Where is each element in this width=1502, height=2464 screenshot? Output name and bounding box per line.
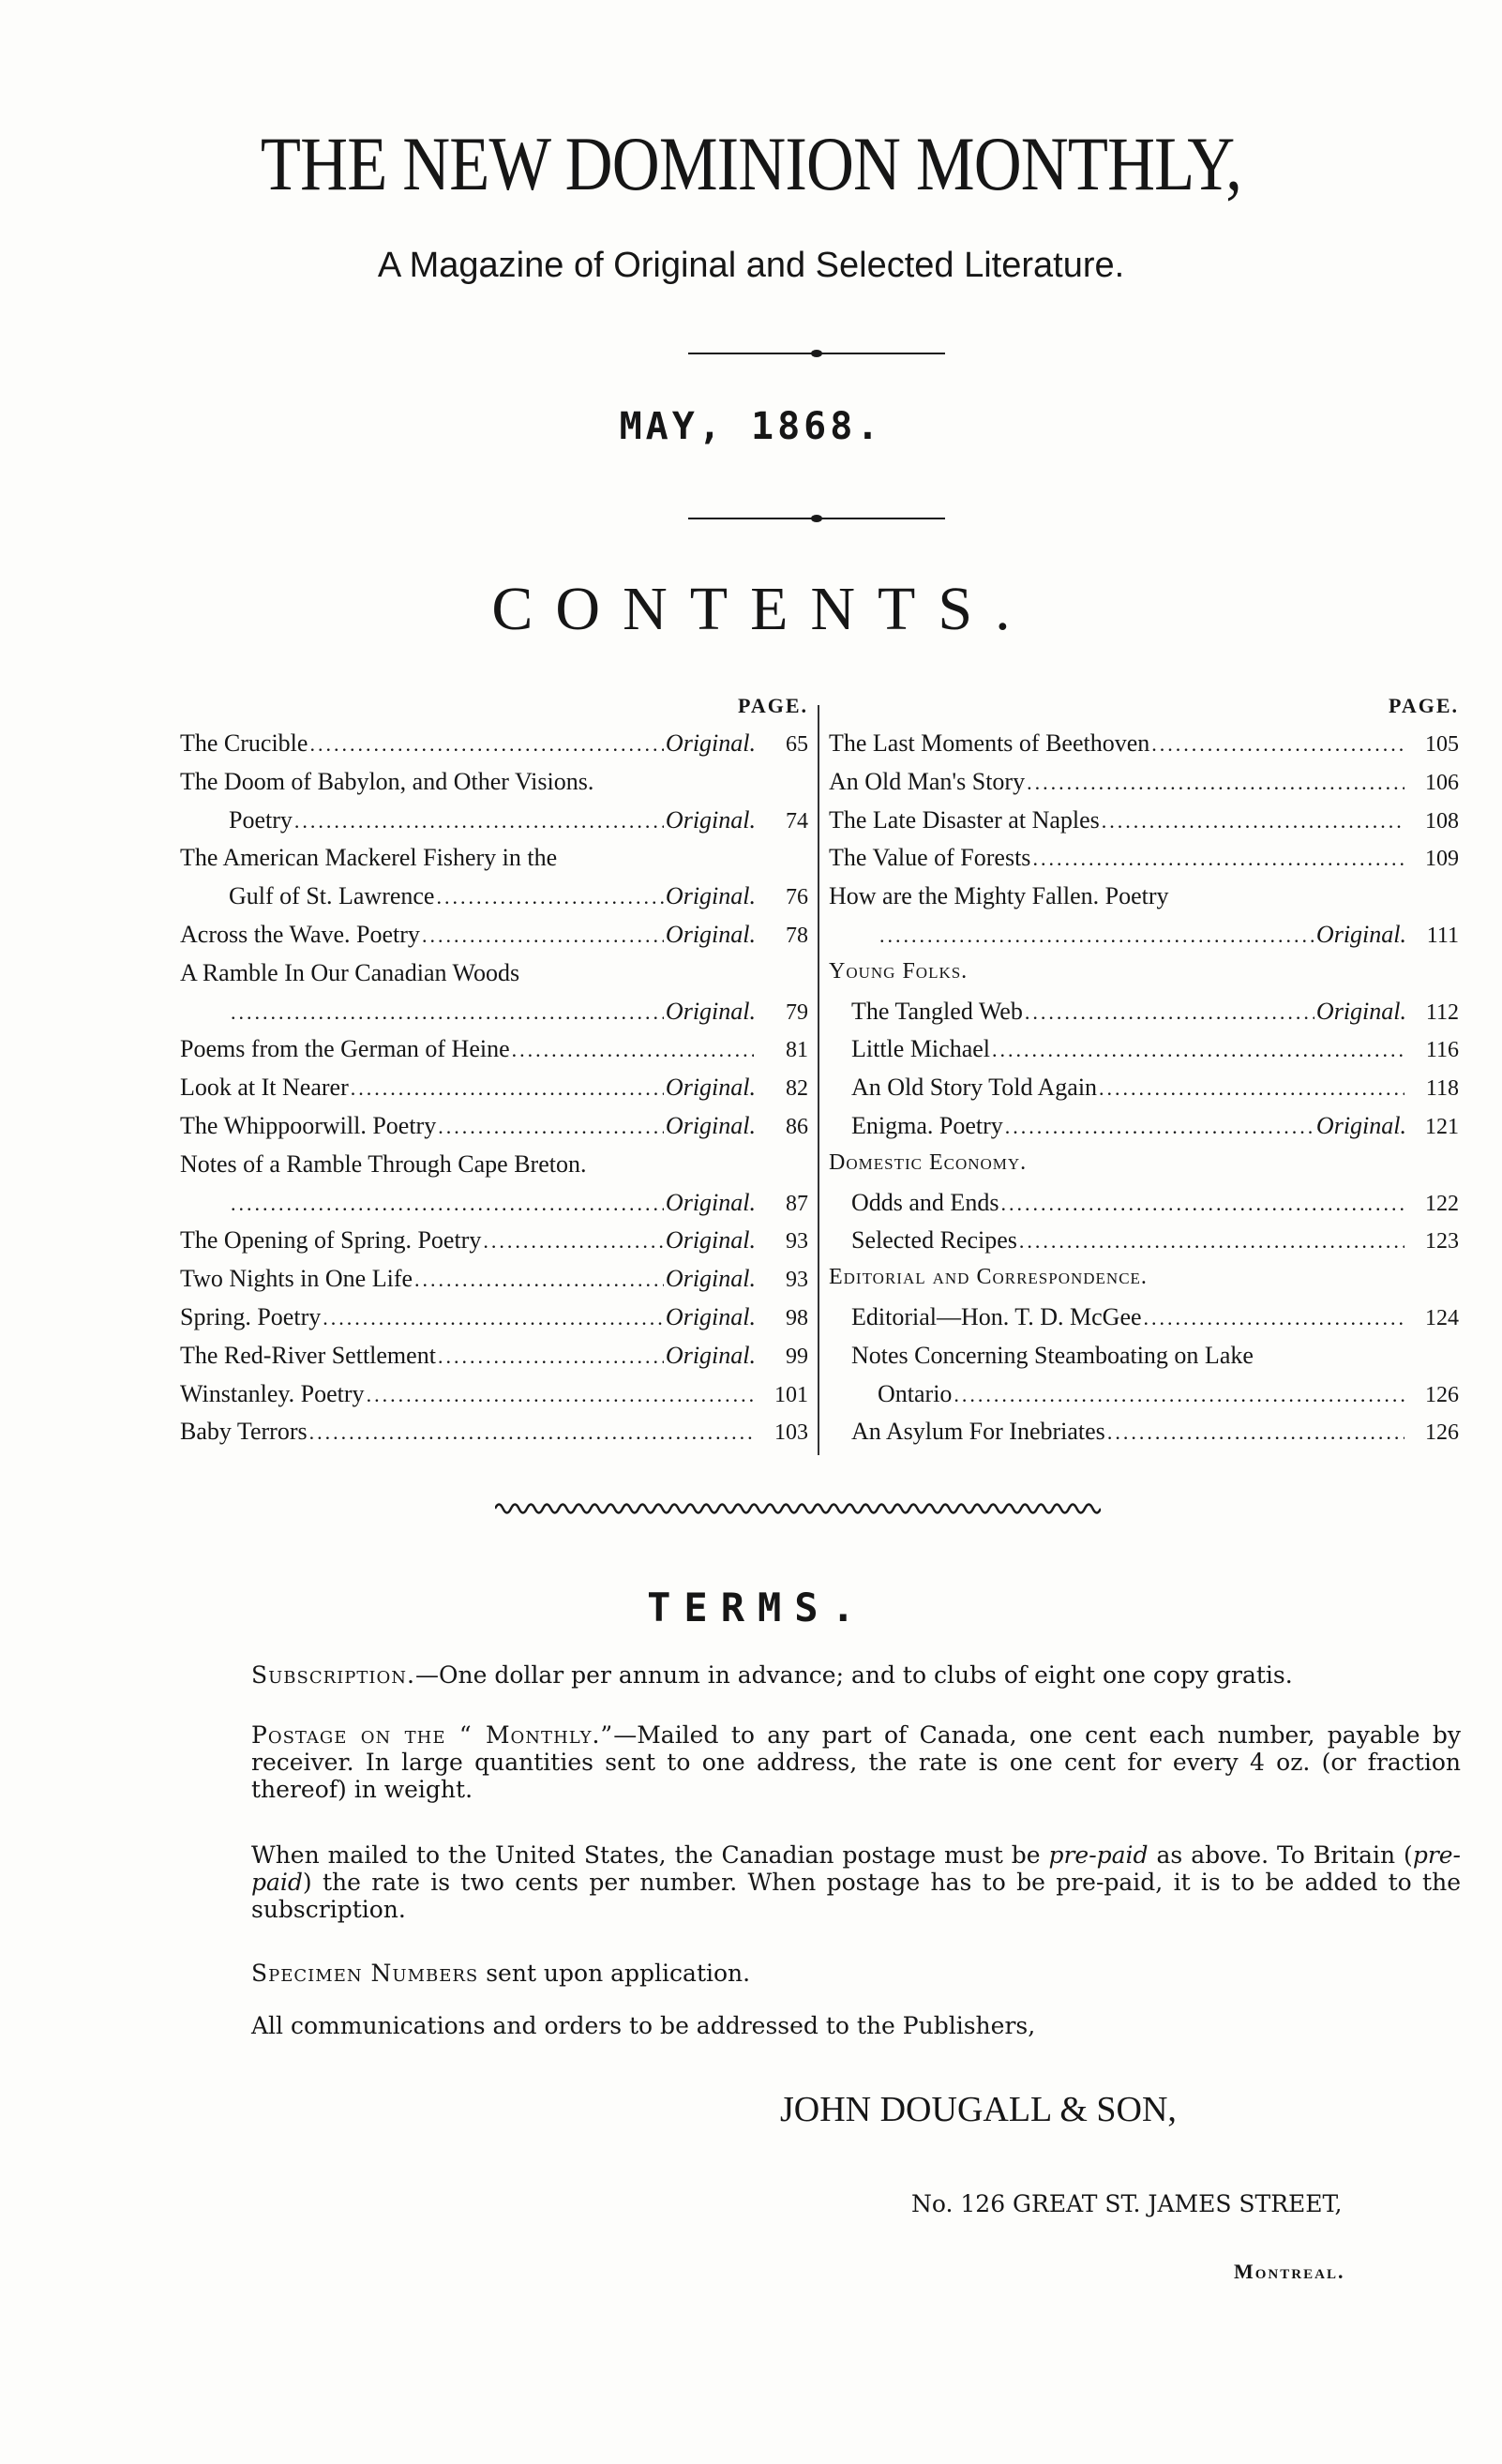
subscription-paragraph bbox=[251, 1661, 1461, 1689]
contents-row bbox=[180, 1112, 808, 1150]
publisher-address: No. 126 GREAT ST. JAMES STREET, bbox=[911, 2190, 1343, 2217]
contents-entry-page: 109 bbox=[1425, 847, 1459, 872]
dot-leader bbox=[1027, 768, 1404, 796]
contents-entry-title: A Ramble In Our Canadian Woods bbox=[180, 958, 520, 986]
contents-entry-title: An Old Story Told Again bbox=[851, 1074, 1098, 1102]
contents-row bbox=[180, 1226, 808, 1265]
postage-text: —Mailed to any part of Canada, one cent each number, payable by receiver. In large quantities sent to one address, the rate is one cent for every 4 oz. (or fraction thereof) in weight. bbox=[251, 1721, 1461, 1803]
contents-entry-title: Enigma. Poetry bbox=[851, 1111, 1003, 1139]
issue-date: MAY, 1868. bbox=[619, 405, 883, 448]
postage-label: Postage on the “ Monthly.” bbox=[251, 1721, 614, 1749]
contents-entry-source: Original. bbox=[665, 805, 756, 834]
contents-row bbox=[180, 729, 808, 768]
contents-entry-page: 79 bbox=[786, 999, 808, 1025]
contents-entry-source: Original. bbox=[665, 882, 756, 910]
contents-entry-title: Domestic Economy. bbox=[829, 1149, 1028, 1175]
contents-entry-title: Look at It Nearer bbox=[180, 1074, 349, 1102]
contents-entry-title: Editorial and Correspondence. bbox=[829, 1265, 1148, 1290]
contents-entry-title: The Late Disaster at Naples bbox=[829, 805, 1100, 834]
contents-entry-title: Two Nights in One Life bbox=[180, 1265, 413, 1293]
publisher-city: Montreal. bbox=[1234, 2260, 1345, 2283]
dot-leader bbox=[309, 1418, 754, 1446]
us-text-2: as above. To Britain ( bbox=[1148, 1841, 1413, 1869]
contents-entry-title: The Doom of Babylon, and Other Visions. bbox=[180, 767, 594, 795]
contents-entry-page: 122 bbox=[1425, 1191, 1459, 1216]
contents-heading: CONTENTS. bbox=[491, 575, 1033, 643]
contents-entry-title: The Whippoorwill. Poetry bbox=[180, 1111, 437, 1139]
dot-leader bbox=[1019, 1226, 1404, 1255]
contents-entry-title: The American Mackerel Fishery in the bbox=[180, 844, 558, 872]
contents-row bbox=[829, 959, 1459, 998]
contents-entry-source: Original. bbox=[665, 729, 756, 757]
dot-leader bbox=[367, 1380, 754, 1408]
contents-row bbox=[180, 806, 808, 845]
contents-entry-page: 81 bbox=[786, 1038, 808, 1063]
dot-leader bbox=[954, 1380, 1404, 1408]
column-divider bbox=[818, 705, 819, 1455]
contents-row bbox=[829, 1150, 1459, 1189]
contents-entry-page: 126 bbox=[1425, 1420, 1459, 1446]
dot-leader bbox=[231, 1189, 664, 1217]
dot-leader bbox=[1144, 1303, 1404, 1331]
specimen-paragraph bbox=[251, 1960, 1461, 1987]
contents-entry-source: Original. bbox=[665, 920, 756, 948]
contents-row bbox=[829, 921, 1459, 959]
contents-entry-page: 112 bbox=[1425, 999, 1459, 1025]
contents-entry-page: 108 bbox=[1425, 808, 1459, 834]
dot-leader bbox=[231, 998, 664, 1026]
subscription-label: Subscription. bbox=[251, 1661, 415, 1689]
contents-entry-page: 65 bbox=[786, 732, 808, 757]
dot-leader bbox=[1102, 806, 1404, 834]
contents-entry-title: An Old Man's Story bbox=[829, 767, 1026, 795]
dot-leader bbox=[1099, 1074, 1404, 1102]
contents-row bbox=[829, 1074, 1459, 1112]
contents-row bbox=[180, 921, 808, 959]
contents-row bbox=[829, 1112, 1459, 1150]
contents-row bbox=[829, 806, 1459, 845]
dot-leader bbox=[879, 921, 1314, 949]
contents-row bbox=[829, 1035, 1459, 1074]
contents-entry-title: Winstanley. Poetry bbox=[180, 1379, 365, 1407]
contents-entry-page: 93 bbox=[786, 1268, 808, 1293]
contents-row bbox=[829, 1418, 1459, 1456]
dot-leader bbox=[1000, 1189, 1404, 1217]
contents-entry-title: Poetry bbox=[229, 805, 293, 834]
contents-row bbox=[180, 1074, 808, 1112]
dot-leader bbox=[294, 806, 664, 834]
contents-row bbox=[180, 1265, 808, 1303]
contents-row bbox=[180, 1035, 808, 1074]
contents-row bbox=[180, 959, 808, 998]
dot-leader bbox=[992, 1035, 1404, 1063]
dot-leader bbox=[1005, 1112, 1314, 1140]
contents-row bbox=[829, 844, 1459, 882]
contents-row bbox=[829, 1189, 1459, 1227]
contents-entry-title: Spring. Poetry bbox=[180, 1302, 322, 1330]
us-text-3: ) the rate is two cents per number. When postage has to be pre-paid, it is to be added to the subscription. bbox=[251, 1869, 1461, 1923]
contents-entry-title: Notes Concerning Steamboating on Lake bbox=[851, 1341, 1254, 1369]
ornament-rule-dot bbox=[811, 350, 822, 357]
contents-row bbox=[829, 998, 1459, 1036]
magazine-title: THE NEW DOMINION MONTHLY, bbox=[260, 121, 1242, 206]
postage-paragraph bbox=[251, 1721, 1461, 1803]
contents-entry-page: 86 bbox=[786, 1114, 808, 1139]
united-states-paragraph bbox=[251, 1841, 1461, 1923]
contents-row bbox=[829, 1226, 1459, 1265]
contents-entry-page: 103 bbox=[774, 1420, 808, 1446]
contents-row bbox=[180, 768, 808, 806]
contents-entry-source: Original. bbox=[665, 997, 756, 1025]
contents-entry-title: Across the Wave. Poetry bbox=[180, 920, 420, 948]
contents-left-column bbox=[180, 692, 808, 1456]
communications-paragraph bbox=[251, 2012, 1461, 2039]
dot-leader bbox=[436, 882, 663, 910]
dot-leader bbox=[1151, 729, 1404, 758]
contents-row bbox=[180, 844, 808, 882]
contents-entry-title: The Opening of Spring. Poetry bbox=[180, 1226, 482, 1255]
contents-entry-page: 111 bbox=[1426, 923, 1459, 948]
contents-entry-page: 87 bbox=[786, 1191, 808, 1216]
contents-entry-title: Young Folks. bbox=[829, 958, 969, 984]
specimen-text: sent upon application. bbox=[478, 1960, 751, 1987]
contents-entry-page: 118 bbox=[1425, 1076, 1459, 1102]
magazine-subtitle: A Magazine of Original and Selected Literature. bbox=[377, 246, 1125, 285]
contents-entry-page: 106 bbox=[1425, 770, 1459, 795]
page-column-label: PAGE. bbox=[1389, 694, 1459, 717]
us-prepaid-1: pre-paid bbox=[1048, 1841, 1149, 1869]
ornament-rule-dot bbox=[811, 515, 822, 522]
contents-entry-title: Baby Terrors bbox=[180, 1418, 308, 1446]
subscription-text: —One dollar per annum in advance; and to clubs of eight one copy gratis. bbox=[414, 1661, 1293, 1689]
communications-text: All communications and orders to be addressed to the Publishers, bbox=[251, 2012, 1036, 2039]
contents-row bbox=[180, 1303, 808, 1342]
contents-entry-source: Original. bbox=[665, 1111, 756, 1139]
dot-leader bbox=[323, 1303, 664, 1331]
contents-entry-page: 93 bbox=[786, 1229, 808, 1255]
dot-leader bbox=[1107, 1418, 1404, 1446]
contents-entry-title: The Crucible bbox=[180, 729, 308, 757]
contents-entry-title: Selected Recipes bbox=[851, 1226, 1017, 1255]
contents-entry-source: Original. bbox=[665, 1188, 756, 1216]
contents-row bbox=[829, 1380, 1459, 1419]
contents-entry-title: Gulf of St. Lawrence bbox=[229, 882, 435, 910]
contents-entry-title: Poems from the German of Heine bbox=[180, 1035, 510, 1063]
contents-row bbox=[829, 768, 1459, 806]
dot-leader bbox=[438, 1342, 664, 1370]
contents-entry-page: 105 bbox=[1425, 732, 1459, 757]
specimen-label: Specimen Numbers bbox=[251, 1960, 479, 1987]
us-prepaid-2: pre-paid bbox=[251, 1841, 1462, 1896]
contents-entry-page: 76 bbox=[786, 885, 808, 910]
contents-entry-title: The Last Moments of Beethoven bbox=[829, 729, 1150, 757]
contents-entry-page: 99 bbox=[786, 1344, 808, 1369]
contents-entry-title: The Red-River Settlement bbox=[180, 1341, 436, 1369]
contents-row bbox=[829, 729, 1459, 768]
contents-entry-page: 82 bbox=[786, 1076, 808, 1102]
contents-entry-page: 121 bbox=[1425, 1114, 1459, 1139]
contents-entry-title: An Asylum For Inebriates bbox=[851, 1418, 1105, 1446]
contents-entry-page: 98 bbox=[786, 1305, 808, 1330]
dot-leader bbox=[422, 921, 664, 949]
contents-row bbox=[829, 1342, 1459, 1380]
dot-leader bbox=[483, 1226, 664, 1255]
contents-row bbox=[180, 882, 808, 921]
contents-row bbox=[829, 1265, 1459, 1303]
contents-row bbox=[180, 1189, 808, 1227]
contents-entry-page: 123 bbox=[1425, 1229, 1459, 1255]
contents-entry-source: Original. bbox=[665, 1226, 756, 1255]
contents-entry-title: Notes of a Ramble Through Cape Breton. bbox=[180, 1149, 587, 1178]
contents-right-column bbox=[829, 692, 1459, 1456]
dot-leader bbox=[351, 1074, 664, 1102]
contents-entry-title: How are the Mighty Fallen. Poetry bbox=[829, 882, 1169, 910]
contents-entry-source: Original. bbox=[665, 1302, 756, 1330]
contents-entry-title: The Value of Forests bbox=[829, 844, 1031, 872]
contents-row bbox=[180, 1380, 808, 1419]
contents-entry-title: Editorial—Hon. T. D. McGee bbox=[851, 1302, 1142, 1330]
contents-row bbox=[829, 882, 1459, 921]
page-column-label: PAGE. bbox=[738, 694, 808, 717]
contents-row bbox=[180, 998, 808, 1036]
contents-row bbox=[829, 1303, 1459, 1342]
dot-leader bbox=[1025, 998, 1314, 1026]
contents-entry-title: Ontario bbox=[878, 1379, 953, 1407]
dot-leader bbox=[309, 729, 663, 758]
contents-entry-source: Original. bbox=[1315, 997, 1406, 1025]
contents-entry-page: 101 bbox=[774, 1382, 808, 1407]
contents-entry-page: 126 bbox=[1425, 1382, 1459, 1407]
publisher-name: JOHN DOUGALL & SON, bbox=[780, 2090, 1177, 2129]
contents-row bbox=[180, 1342, 808, 1380]
contents-entry-title: Odds and Ends bbox=[851, 1188, 999, 1216]
dot-leader bbox=[438, 1112, 664, 1140]
us-text-1: When mailed to the United States, the Canadian postage must be bbox=[251, 1841, 1049, 1869]
contents-entry-page: 74 bbox=[786, 808, 808, 834]
contents-entry-title: The Tangled Web bbox=[851, 997, 1023, 1025]
contents-entry-source: Original. bbox=[665, 1265, 756, 1293]
terms-heading: TERMS. bbox=[647, 1585, 868, 1630]
contents-row bbox=[180, 1150, 808, 1189]
contents-entry-source: Original. bbox=[665, 1341, 756, 1369]
dot-leader bbox=[414, 1265, 664, 1293]
contents-entry-source: Original. bbox=[1315, 1111, 1406, 1139]
contents-entry-source: Original. bbox=[665, 1074, 756, 1102]
dot-leader bbox=[512, 1035, 754, 1063]
contents-entry-page: 78 bbox=[786, 923, 808, 948]
contents-entry-page: 116 bbox=[1425, 1038, 1459, 1063]
contents-entry-page: 124 bbox=[1425, 1305, 1459, 1330]
contents-entry-title: Little Michael bbox=[851, 1035, 991, 1063]
contents-entry-source: Original. bbox=[1315, 920, 1406, 948]
dot-leader bbox=[1032, 844, 1404, 872]
wavy-divider bbox=[495, 1498, 1101, 1519]
contents-row bbox=[180, 1418, 808, 1456]
